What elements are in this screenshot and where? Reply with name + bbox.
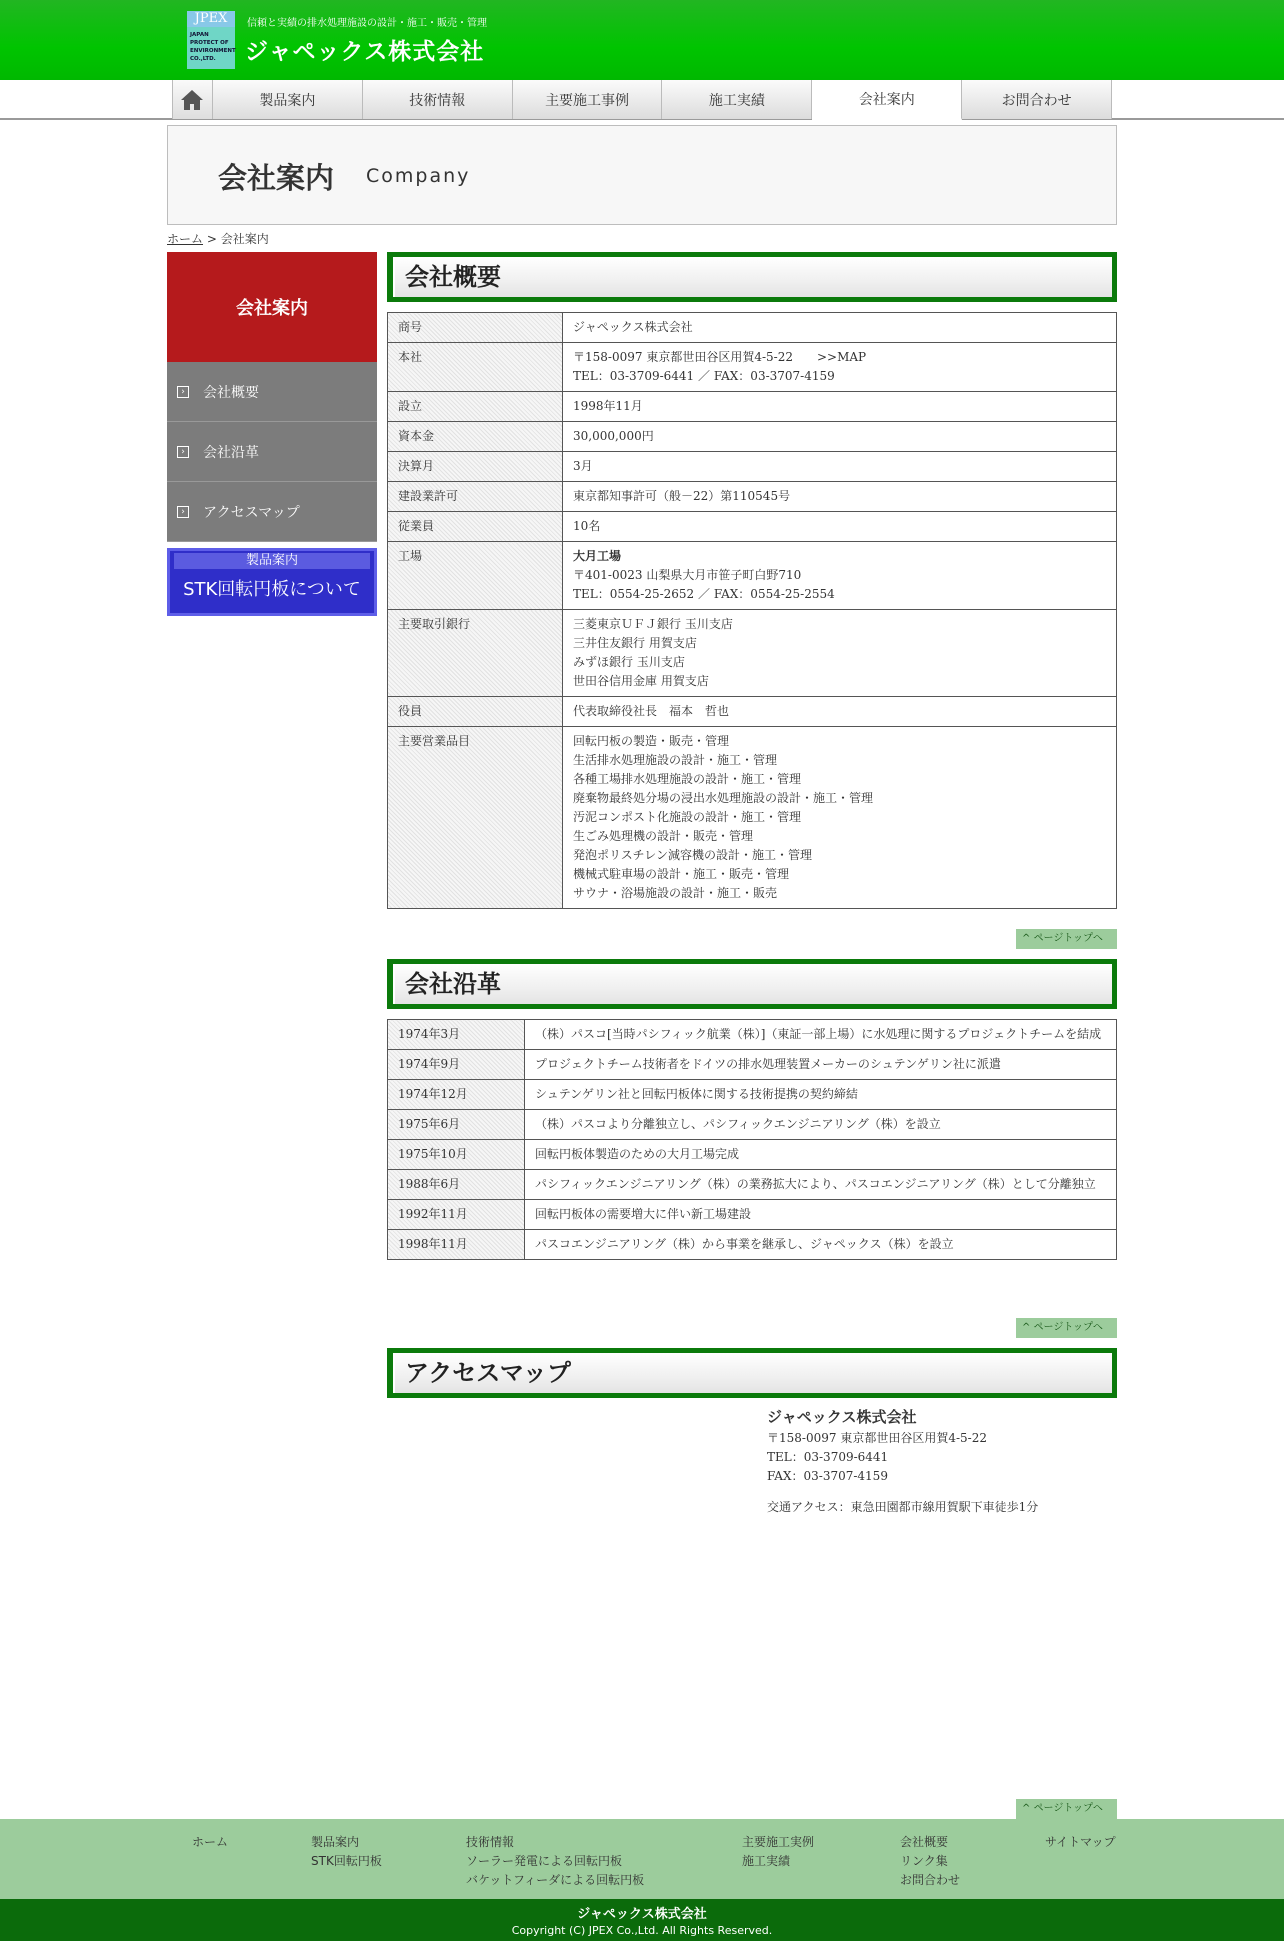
tagline: 信頼と実績の排水処理施設の設計・施工・販売・管理 bbox=[247, 18, 487, 29]
history-date: 1992年11月 bbox=[388, 1200, 525, 1230]
overview-label: 本社 bbox=[388, 343, 563, 392]
overview-label: 主要取引銀行 bbox=[388, 610, 563, 697]
nav-item-cases[interactable]: 主要施工事例 bbox=[513, 80, 663, 119]
overview-value-line: 三井住友銀行 用賀支店 bbox=[573, 636, 697, 650]
site-title[interactable]: ジャペックス株式会社 bbox=[245, 39, 485, 65]
overview-label: 主要営業品目 bbox=[388, 727, 563, 909]
footer-link[interactable]: 製品案内 bbox=[311, 1835, 360, 1849]
overview-label: 商号 bbox=[388, 313, 563, 343]
nav-item-company[interactable]: 会社案内 bbox=[812, 80, 962, 120]
overview-row bbox=[388, 343, 1117, 392]
overview-value bbox=[563, 482, 1117, 512]
nav-item-results[interactable]: 施工実績 bbox=[662, 80, 812, 119]
overview-value-line: サウナ・浴場施設の設計・施工・販売 bbox=[573, 886, 778, 900]
overview-value-line: 30,000,000円 bbox=[573, 429, 654, 443]
sidebar-item-label: 会社概要 bbox=[203, 384, 259, 401]
history-text: プロジェクトチーム技術者をドイツの排水処理装置メーカーのシュテンゲリン社に派遣 bbox=[525, 1050, 1117, 1080]
footer-link[interactable]: お問合わせ bbox=[900, 1873, 961, 1887]
access-address: 〒158-0097 東京都世田谷区用賀4-5-22 bbox=[767, 1431, 987, 1445]
company-logo[interactable] bbox=[187, 11, 235, 69]
copyright-text: Copyright (C) JPEX Co.,Ltd. All Rights Reserved. bbox=[511, 1924, 773, 1937]
page-title-banner bbox=[167, 125, 1117, 225]
overview-value-line: 三菱東京ＵＦＪ銀行 玉川支店 bbox=[573, 617, 733, 631]
footer-col-products bbox=[311, 1833, 382, 1871]
nav-home-button[interactable] bbox=[173, 80, 213, 119]
overview-label: 役員 bbox=[388, 697, 563, 727]
site-header bbox=[0, 0, 1284, 80]
history-text: パスコエンジニアリング（株）から事業を継承し、ジャペックス（株）を設立 bbox=[525, 1230, 1117, 1260]
history-text: パシフィックエンジニアリング（株）の業務拡大により、パスコエンジニアリング（株）として分離独立 bbox=[525, 1170, 1117, 1200]
sidebar-item-access[interactable] bbox=[167, 482, 377, 542]
sidebar-item-overview[interactable] bbox=[167, 362, 377, 422]
overview-row bbox=[388, 392, 1117, 422]
breadcrumb-current: 会社案内 bbox=[220, 232, 269, 246]
arrow-box-icon: › bbox=[177, 506, 189, 518]
overview-row bbox=[388, 313, 1117, 343]
history-text: （株）パスコより分離独立し、パシフィックエンジニアリング（株）を設立 bbox=[525, 1110, 1117, 1140]
history-table bbox=[387, 1019, 1117, 1260]
main-nav bbox=[172, 80, 1112, 119]
overview-value-line: 各種工場排水処理施設の設計・施工・管理 bbox=[573, 772, 802, 786]
history-row bbox=[388, 1110, 1117, 1140]
overview-value bbox=[563, 610, 1117, 697]
overview-value bbox=[563, 422, 1117, 452]
footer-col-cases bbox=[742, 1833, 814, 1871]
page-subtitle: Company bbox=[366, 165, 471, 187]
overview-value-line: 1998年11月 bbox=[573, 399, 643, 413]
footer-col-company bbox=[900, 1833, 960, 1890]
history-heading: 会社沿革 bbox=[387, 959, 1117, 1009]
overview-value-line: 発泡ポリスチレン減容機の設計・施工・管理 bbox=[573, 848, 812, 862]
overview-heading: 会社概要 bbox=[387, 252, 1117, 302]
access-heading: アクセスマップ bbox=[387, 1348, 1117, 1398]
overview-row bbox=[388, 697, 1117, 727]
overview-value-line: TEL：03-3709-6441 ／ FAX：03-3707-4159 bbox=[573, 369, 835, 383]
breadcrumb-home-link[interactable]: ホーム bbox=[167, 232, 204, 246]
arrow-box-icon: › bbox=[177, 446, 189, 458]
overview-value bbox=[563, 392, 1117, 422]
footer-link[interactable]: 施工実績 bbox=[742, 1854, 791, 1868]
overview-label: 決算月 bbox=[388, 452, 563, 482]
overview-label: 資本金 bbox=[388, 422, 563, 452]
history-date: 1974年12月 bbox=[388, 1080, 525, 1110]
history-text: シュテンゲリン社と回転円板体に関する技術提携の契約締結 bbox=[525, 1080, 1117, 1110]
history-row bbox=[388, 1140, 1117, 1170]
stk-banner-label: STK回転円板について bbox=[183, 579, 361, 600]
overview-value-line: 3月 bbox=[573, 459, 593, 473]
overview-row bbox=[388, 482, 1117, 512]
history-text: 回転円板体製造のための大月工場完成 bbox=[525, 1140, 1117, 1170]
history-date: 1975年10月 bbox=[388, 1140, 525, 1170]
breadcrumb bbox=[167, 230, 269, 247]
overview-value bbox=[563, 542, 1117, 610]
access-info bbox=[767, 1408, 1038, 1517]
overview-value bbox=[563, 727, 1117, 909]
overview-row bbox=[388, 727, 1117, 909]
sidebar-item-history[interactable] bbox=[167, 422, 377, 482]
overview-row bbox=[388, 512, 1117, 542]
access-tel: TEL：03-3709-6441 bbox=[767, 1450, 889, 1464]
history-text: 回転円板体の需要増大に伴い新工場建設 bbox=[525, 1200, 1117, 1230]
footer-link[interactable]: STK回転円板 bbox=[311, 1854, 382, 1868]
footer-link[interactable]: サイトマップ bbox=[1045, 1835, 1116, 1849]
overview-value bbox=[563, 697, 1117, 727]
overview-row bbox=[388, 422, 1117, 452]
sidebar-title: 会社案内 bbox=[167, 252, 377, 362]
overview-value-line: 世田谷信用金庫 用賀支店 bbox=[573, 674, 709, 688]
history-date: 1975年6月 bbox=[388, 1110, 525, 1140]
history-row bbox=[388, 1050, 1117, 1080]
overview-row bbox=[388, 452, 1117, 482]
history-row bbox=[388, 1200, 1117, 1230]
overview-value-line: 生活排水処理施設の設計・施工・管理 bbox=[573, 753, 778, 767]
page-title: 会社案内 bbox=[218, 161, 335, 195]
access-fax: FAX：03-3707-4159 bbox=[767, 1469, 888, 1483]
footer-link[interactable]: バケットフィーダによる回転円板 bbox=[466, 1873, 645, 1887]
pagetop-button[interactable]: ^ ページトップへ bbox=[1016, 1799, 1117, 1819]
overview-value bbox=[563, 452, 1117, 482]
overview-label: 従業員 bbox=[388, 512, 563, 542]
overview-value-line: 機械式駐車場の設計・施工・販売・管理 bbox=[573, 867, 790, 881]
breadcrumb-separator: > bbox=[203, 232, 221, 246]
footer-link[interactable]: 会社概要 bbox=[900, 1835, 949, 1849]
history-date: 1998年11月 bbox=[388, 1230, 525, 1260]
overview-label: 工場 bbox=[388, 542, 563, 610]
overview-value-line: 生ごみ処理機の設計・販売・管理 bbox=[573, 829, 754, 843]
overview-value-line: 汚泥コンポスト化施設の設計・施工・管理 bbox=[573, 810, 802, 824]
overview-row bbox=[388, 610, 1117, 697]
sidebar-item-label: アクセスマップ bbox=[203, 504, 300, 521]
history-row bbox=[388, 1170, 1117, 1200]
overview-value-line: 代表取締役社長 福本 哲也 bbox=[573, 704, 730, 718]
history-date: 1974年9月 bbox=[388, 1050, 525, 1080]
nav-item-contact[interactable]: お問合わせ bbox=[962, 80, 1112, 119]
nav-item-products[interactable]: 製品案内 bbox=[213, 80, 363, 119]
overview-value bbox=[563, 512, 1117, 542]
footer-link[interactable]: リンク集 bbox=[900, 1854, 948, 1868]
arrow-box-icon: › bbox=[177, 386, 189, 398]
home-icon bbox=[180, 89, 204, 111]
footer-link[interactable]: ホーム bbox=[192, 1835, 229, 1849]
overview-value-line: みずほ銀行 玉川支店 bbox=[573, 655, 685, 669]
logo-top: JPEX bbox=[187, 11, 235, 27]
footer-company-name: ジャペックス株式会社 bbox=[577, 1907, 707, 1922]
copyright-bar bbox=[0, 1899, 1284, 1941]
overview-value-line: 10名 bbox=[573, 519, 601, 533]
footer-links bbox=[0, 1819, 1284, 1899]
overview-value-line: 回転円板の製造・販売・管理 bbox=[573, 734, 730, 748]
history-date: 1988年6月 bbox=[388, 1170, 525, 1200]
stk-banner-top: 製品案内 bbox=[174, 553, 370, 569]
pagetop-button[interactable]: ^ ページトップへ bbox=[1016, 1318, 1117, 1338]
overview-value bbox=[563, 313, 1117, 343]
history-row bbox=[388, 1230, 1117, 1260]
footer-col-sitemap bbox=[1045, 1833, 1116, 1852]
sidebar-menu bbox=[167, 362, 377, 542]
overview-value-bold: 大月工場 bbox=[573, 549, 622, 563]
overview-value-line: TEL：0554-25-2652 ／ FAX：0554-25-2554 bbox=[573, 587, 835, 601]
overview-value bbox=[563, 343, 1117, 392]
sidebar-item-label: 会社沿革 bbox=[203, 444, 259, 461]
overview-value-line: 廃棄物最終処分場の浸出水処理施設の設計・施工・管理 bbox=[573, 791, 874, 805]
overview-value-line: 〒401-0023 山梨県大月市笹子町白野710 bbox=[573, 568, 802, 582]
overview-row bbox=[388, 542, 1117, 610]
stk-banner[interactable] bbox=[167, 548, 377, 616]
logo-bottom: JAPAN PROTECT OF ENVIRONMENT CO.,LTD. bbox=[187, 27, 235, 69]
history-text: （株）パスコ[当時パシフィック航業（株）]（東証一部上場）に水処理に関するプロジェクトチームを結成 bbox=[525, 1020, 1117, 1050]
footer-link[interactable]: 技術情報 bbox=[466, 1835, 515, 1849]
overview-label: 建設業許可 bbox=[388, 482, 563, 512]
overview-value-line: 東京都知事許可（般－22）第110545号 bbox=[573, 489, 791, 503]
overview-table bbox=[387, 312, 1117, 909]
overview-value-line: ジャペックス株式会社 bbox=[573, 320, 693, 334]
footer-link[interactable]: 主要施工実例 bbox=[742, 1835, 815, 1849]
overview-label: 設立 bbox=[388, 392, 563, 422]
history-row bbox=[388, 1080, 1117, 1110]
access-company-name: ジャペックス株式会社 bbox=[767, 1408, 917, 1426]
footer-col-tech bbox=[466, 1833, 644, 1890]
nav-item-tech[interactable]: 技術情報 bbox=[363, 80, 513, 119]
footer-link[interactable]: ソーラー発電による回転円板 bbox=[466, 1854, 623, 1868]
access-transit: 交通アクセス：東急田園都市線用賀駅下車徒歩1分 bbox=[767, 1500, 1039, 1514]
history-date: 1974年3月 bbox=[388, 1020, 525, 1050]
overview-value-line: 〒158-0097 東京都世田谷区用賀4-5-22 >>MAP bbox=[573, 350, 867, 364]
footer-col-home bbox=[192, 1833, 228, 1852]
pagetop-button[interactable]: ^ ページトップへ bbox=[1016, 929, 1117, 949]
history-row bbox=[388, 1020, 1117, 1050]
